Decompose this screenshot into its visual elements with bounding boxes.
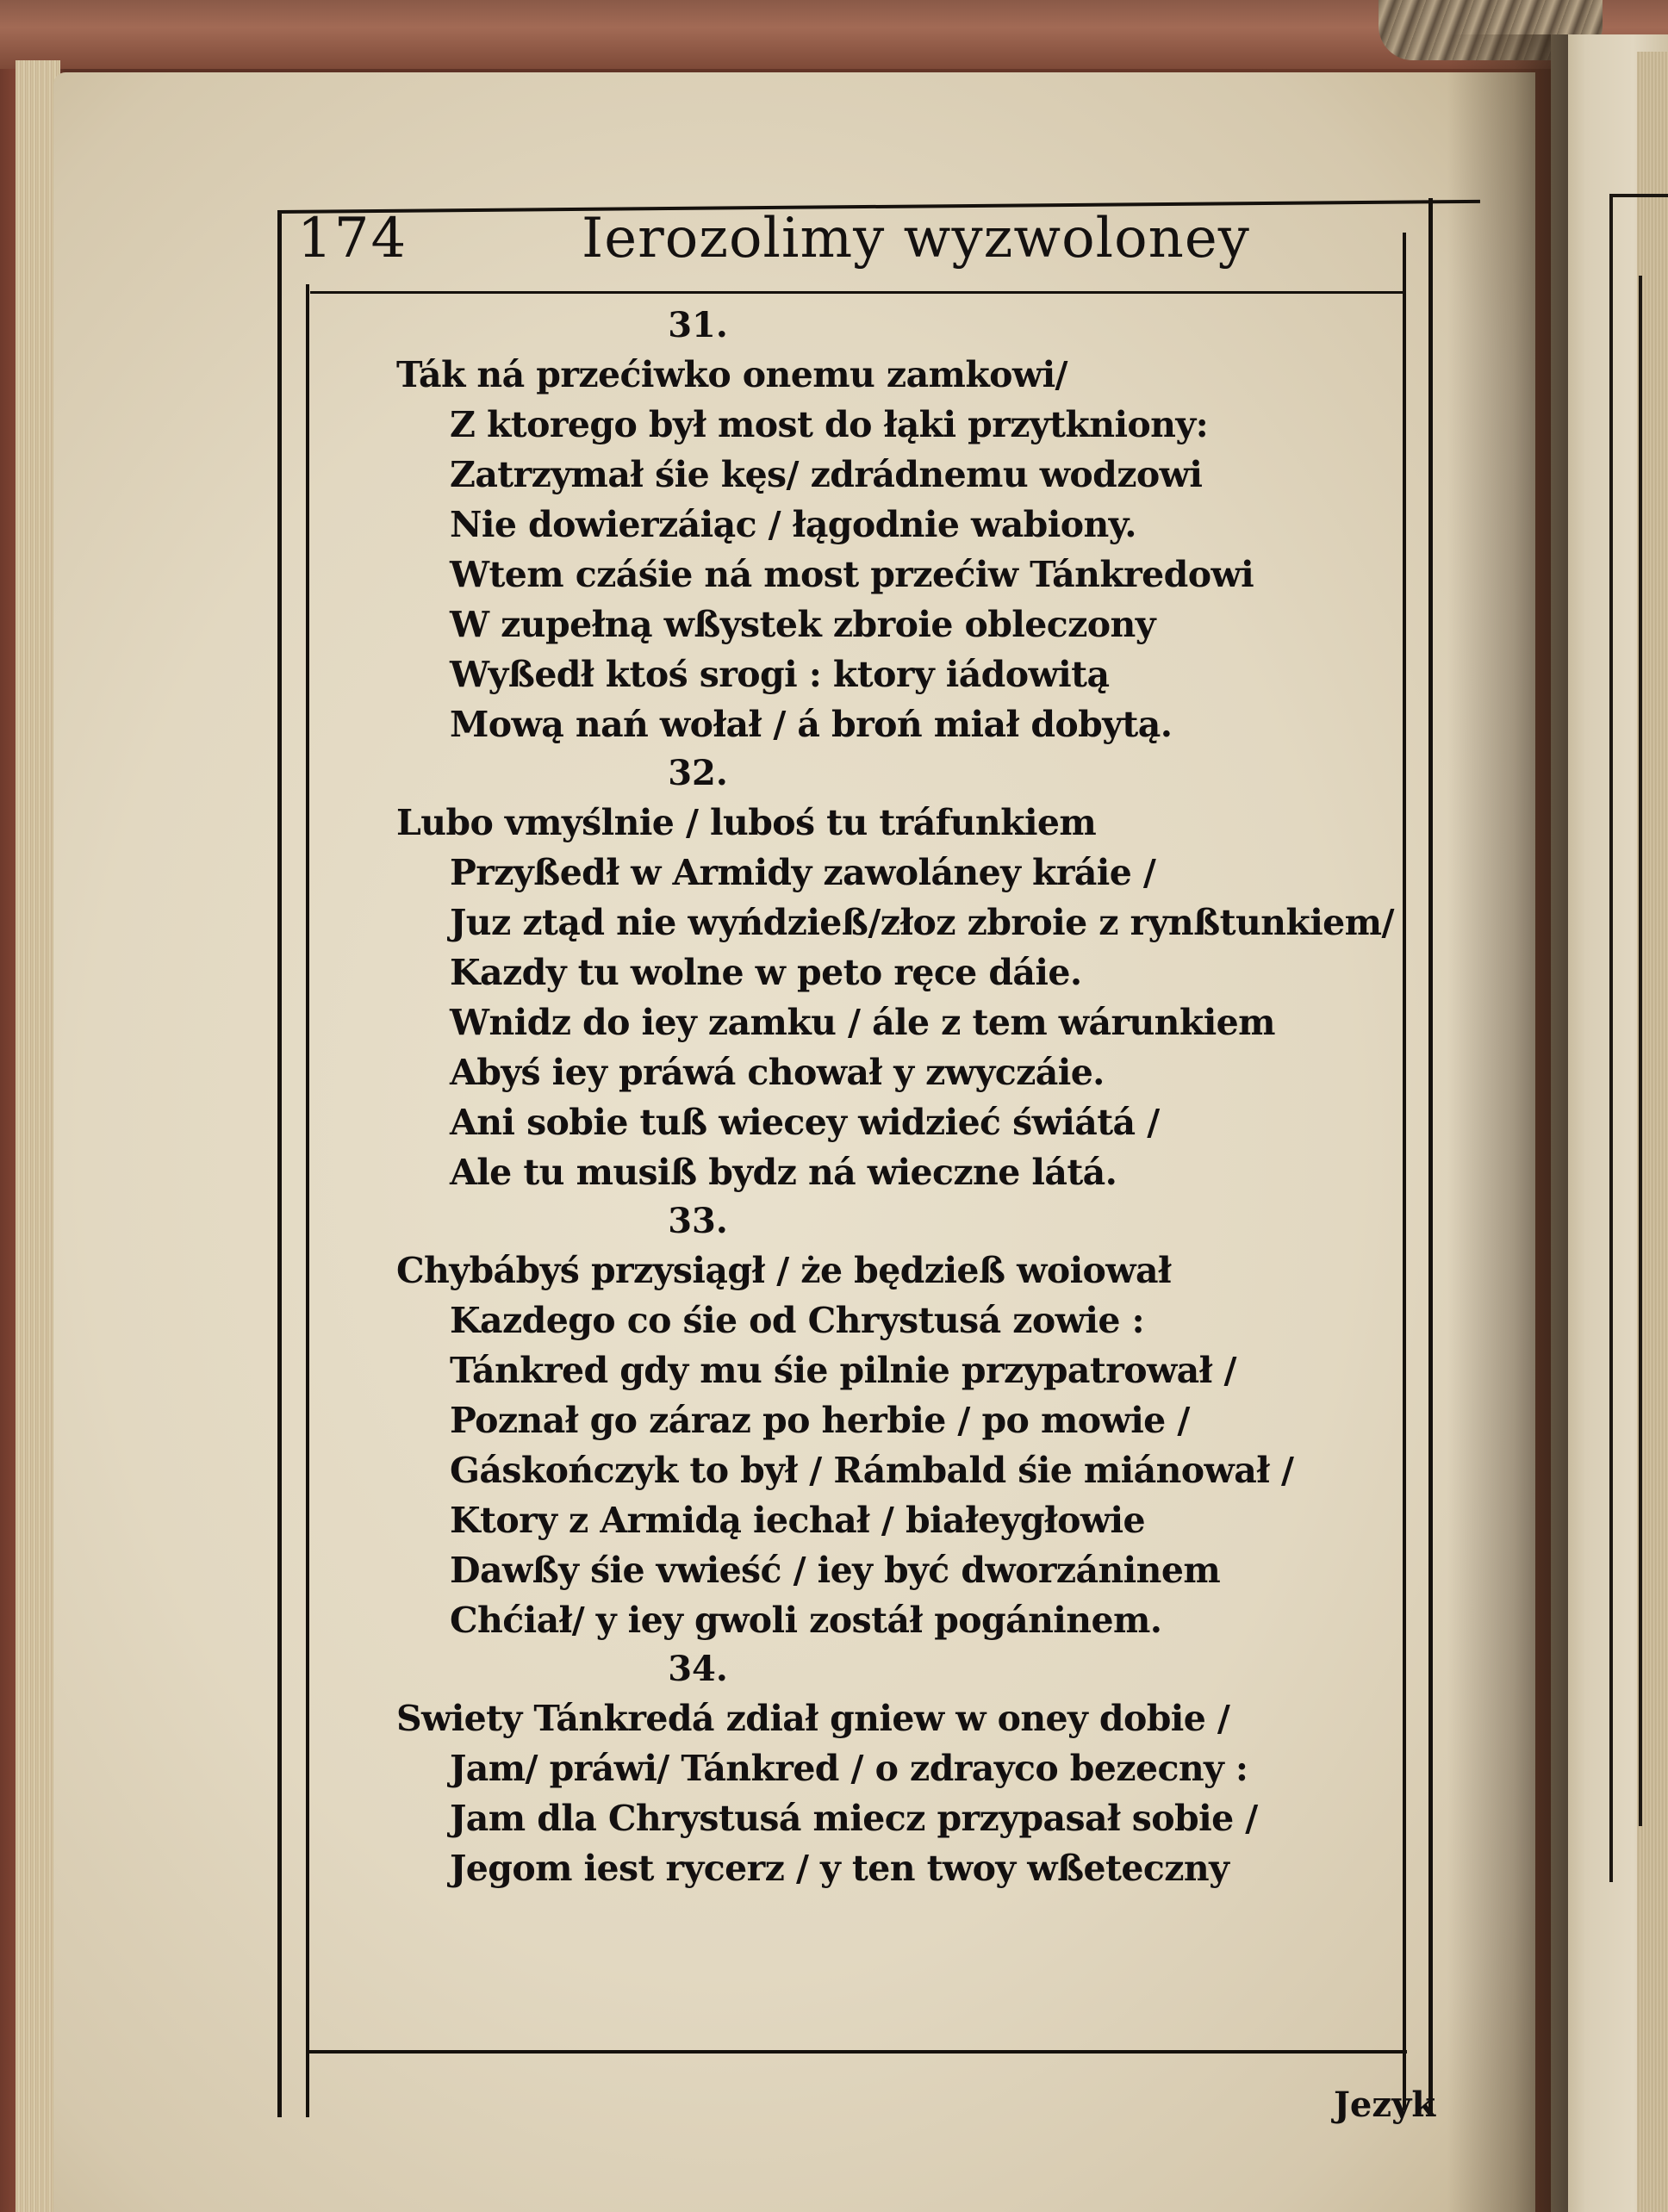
right-page-frame-rule [1611,194,1668,197]
verse-line: Przyßedł w Armidy zawoláney kráie / [450,852,1156,893]
stanza-number: 31. [668,305,728,345]
verse-line: Z ktorego był most do łąki przytkniony: [450,404,1209,445]
running-head [297,198,1250,276]
verse-line: Chybábyś przysiągł / że będzieß woiował [396,1250,1172,1291]
stanza-number: 32. [668,753,728,793]
verse-line: Ták ná przećiwko onemu zamkowi/ [396,354,1067,395]
page-number: 174 [297,207,408,270]
verse-line: Lubo vmyślnie / luboś tu tráfunkiem [396,802,1097,843]
verse-line: Wnidz do iey zamku / ále z tem wárunkiem [450,1002,1275,1043]
frame-rule-outer-left [277,214,282,2117]
stanza [396,1197,1387,1645]
verse-line: Ale tu musiß bydz ná wieczne látá. [450,1152,1117,1193]
stanza-number: 34. [668,1649,728,1689]
verse-line: Jegom iest rycerz / y ten twoy wßeteczny [450,1848,1229,1889]
frame-rule-foot [306,2050,1407,2054]
verse-line: Dawßy śie vwieść / iey być dworzáninem [450,1550,1221,1591]
verse-line: Gáskończyk to był / Rámbald śie miánował / [450,1450,1294,1491]
verse-line: Swiety Tánkredá zdiał gniew w oney dobie / [396,1698,1230,1739]
frame-rule-inner-right [1403,233,1406,2110]
right-page-frame-rule [1639,276,1642,1826]
stanza-number: 33. [668,1201,728,1241]
frame-rule-head-bottom [310,291,1406,294]
verse-line: Mową nań wołał / á broń miał dobytą. [450,704,1173,745]
verse-line: Wyßedł ktoś srogi : ktory iádowitą [450,654,1110,695]
verse-line: Kazdy tu wolne w peto ręce dáie. [450,952,1082,993]
verse-line: Kazdego co śie od Chrystusá zowie : [450,1300,1145,1341]
stanza [396,749,1394,1197]
verse-line: Poznał go záraz po herbie / po mowie / [450,1400,1190,1441]
verse-line: Ktory z Armidą iechał / białeygłowie [450,1500,1145,1541]
verse-line: Ani sobie tuß wiecey widzieć świátá / [450,1102,1160,1143]
stanza [396,301,1387,749]
right-page-frame-rule [1609,194,1613,1882]
poem-text [396,301,1394,1893]
verse-line: Nie dowierzáiąc / łągodnie wabiony. [450,504,1136,545]
verse-line: Abyś iey práwá chował y zwyczáie. [450,1052,1105,1093]
verse-line: Wtem czáśie ná most przećiw Tánkredowi [450,554,1254,595]
catchword: Jezyk [1334,2085,1436,2125]
stanza [396,1645,1387,1893]
verse-line: Juz ztąd nie wyńdzieß/złoz zbroie z rynßtunkiem/ [450,902,1394,943]
frame-rule-inner-left [306,284,309,2117]
verse-line: Jam dla Chrystusá miecz przypasał sobie / [450,1798,1258,1839]
gutter-shadow [1447,34,1568,2212]
verse-line: W zupełną wßystek zbroie obleczony [450,604,1155,645]
frame-rule-outer-right [1428,198,1433,2115]
verse-line: Jam/ práwi/ Tánkred / o zdrayco bezecny : [450,1748,1248,1789]
verse-line: Tánkred gdy mu śie pilnie przypatrował / [450,1350,1236,1391]
verse-line: Chćiał/ y iey gwoli zostáł pogáninem. [450,1600,1162,1641]
running-title: Ierozolimy wyzwoloney [582,207,1250,270]
verse-line: Zatrzymał śie kęs/ zdrádnemu wodzowi [450,454,1203,495]
